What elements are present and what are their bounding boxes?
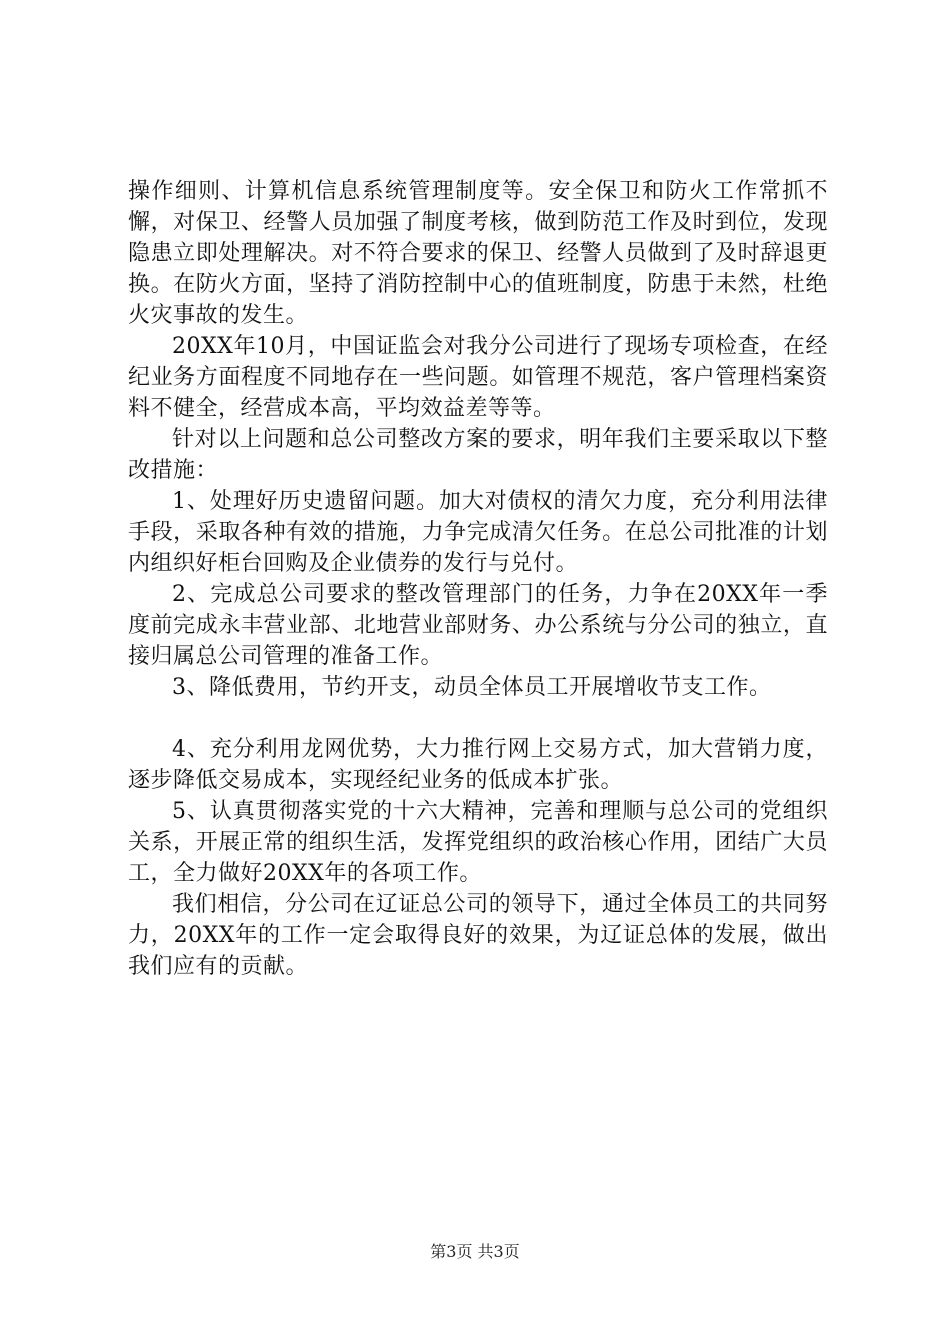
paragraph-inspection: 20XX年10月，中国证监会对我分公司进行了现场专项检查，在经纪业务方面程度不同地存在一些问题。如管理不规范，客户管理档案资料不健全，经营成本高，平均效益差等等。	[128, 334, 828, 421]
paragraph-measure-5: 5、认真贯彻落实党的十六大精神，完善和理顺与总公司的党组织关系，开展正常的组织生活，发挥党组织的政治核心作用，团结广大员工，全力做好20XX年的各项工作。	[128, 799, 828, 886]
paragraph-measure-2: 2、完成总公司要求的整改管理部门的任务，力争在20XX年一季度前完成永丰营业部、北地营业部财务、办公系统与分公司的独立，直接归属总公司管理的准备工作。	[128, 582, 828, 669]
paragraph-security-measures: 操作细则、计算机信息系统管理制度等。安全保卫和防火工作常抓不懈，对保卫、经警人员加强了制度考核，做到防范工作及时到位，发现隐患立即处理解决。对不符合要求的保卫、经警人员做到了及时辞退更换。在防火方面，坚持了消防控制中心的值班制度，防患于未然，杜绝火灾事故的发生。	[128, 179, 828, 328]
paragraph-measures-intro: 针对以上问题和总公司整改方案的要求，明年我们主要采取以下整改措施：	[128, 427, 828, 483]
paragraph-measure-1: 1、处理好历史遗留问题。加大对债权的清欠力度，充分利用法律手段，采取各种有效的措施，力争完成清欠任务。在总公司批准的计划内组织好柜台回购及企业债券的发行与兑付。	[128, 489, 828, 576]
paragraph-measure-3: 3、降低费用，节约开支，动员全体员工开展增收节支工作。	[172, 675, 772, 700]
paragraph-measure-4: 4、充分利用龙网优势，大力推行网上交易方式，加大营销力度，逐步降低交易成本，实现经纪业务的低成本扩张。	[128, 737, 828, 793]
page-footer: 第3页 共3页	[430, 1242, 520, 1261]
paragraph-conclusion: 我们相信，分公司在辽证总公司的领导下，通过全体员工的共同努力，20XX年的工作一定会取得良好的效果，为辽证总体的发展，做出我们应有的贡献。	[128, 892, 828, 979]
document-body	[128, 176, 828, 982]
